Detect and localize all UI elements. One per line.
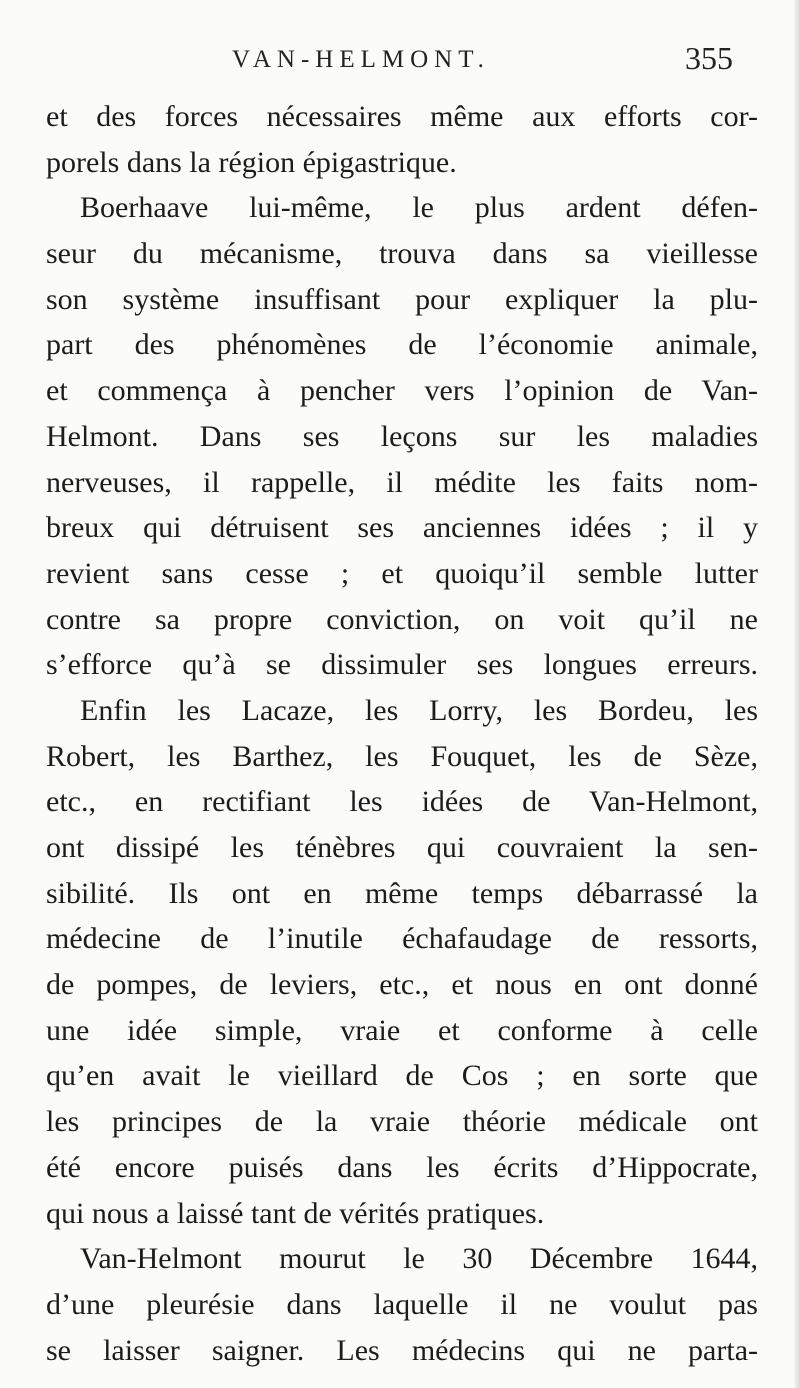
text-line: les principes de la vraie théorie médicale ont: [46, 1105, 758, 1139]
text-line: sibilité. Ils ont en même temps débarrassé la: [46, 876, 758, 910]
text-line: et des forces nécessaires même aux efforts cor-: [46, 100, 758, 133]
text-line: porels dans la région épigastrique.: [46, 145, 457, 179]
text-line: d’une pleurésie dans laquelle il ne voulut pas: [46, 1287, 758, 1321]
page-edge: [794, 0, 800, 1388]
text-line: Robert, les Barthez, les Fouquet, les de Sèze,: [46, 739, 758, 773]
text-line: qu’en avait le vieillard de Cos ; en sorte que: [46, 1059, 758, 1093]
text-line: revient sans cesse ; et quoiqu’il semble lutter: [46, 556, 758, 590]
text-line: part des phénomènes de l’économie animale,: [46, 328, 758, 362]
text-line: Boerhaave lui-même, le plus ardent défen-: [80, 191, 758, 225]
body-text: [46, 94, 758, 1373]
text-line: Van-Helmont mourut le 30 Décembre 1644,: [80, 1242, 758, 1276]
text-line: s’efforce qu’à se dissimuler ses longues erreurs.: [46, 648, 758, 682]
text-line: etc., en rectifiant les idées de Van-Helmont,: [46, 785, 758, 819]
text-line: Helmont. Dans ses leçons sur les maladies: [46, 419, 758, 453]
text-line: se laisser saigner. Les médecins qui ne parta-: [46, 1333, 758, 1367]
text-line: seur du mécanisme, trouva dans sa vieillesse: [46, 237, 758, 271]
text-line: une idée simple, vraie et conforme à celle: [46, 1013, 758, 1047]
running-title: VAN-HELMONT.: [232, 46, 490, 73]
text-line: contre sa propre conviction, on voit qu’il ne: [46, 602, 758, 636]
text-line: nerveuses, il rappelle, il médite les faits nom-: [46, 465, 758, 499]
text-line: breux qui détruisent ses anciennes idées ; il y: [46, 511, 758, 545]
text-line: médecine de l’inutile échafaudage de ressorts,: [46, 922, 758, 956]
text-line: été encore puisés dans les écrits d’Hippocrate,: [46, 1150, 758, 1184]
text-line: qui nous a laissé tant de vérités pratiques.: [46, 1196, 545, 1230]
page-header: [0, 40, 800, 80]
text-line: ont dissipé les ténèbres qui couvraient la sen-: [46, 831, 758, 864]
text-line: et commença à pencher vers l’opinion de Van-: [46, 374, 758, 408]
text-line: de pompes, de leviers, etc., et nous en ont donné: [46, 968, 758, 1002]
text-line: Enfin les Lacaze, les Lorry, les Bordeu, les: [80, 693, 758, 727]
page-number: 355: [685, 40, 733, 76]
text-line: son système insuffisant pour expliquer la plu-: [46, 282, 758, 316]
